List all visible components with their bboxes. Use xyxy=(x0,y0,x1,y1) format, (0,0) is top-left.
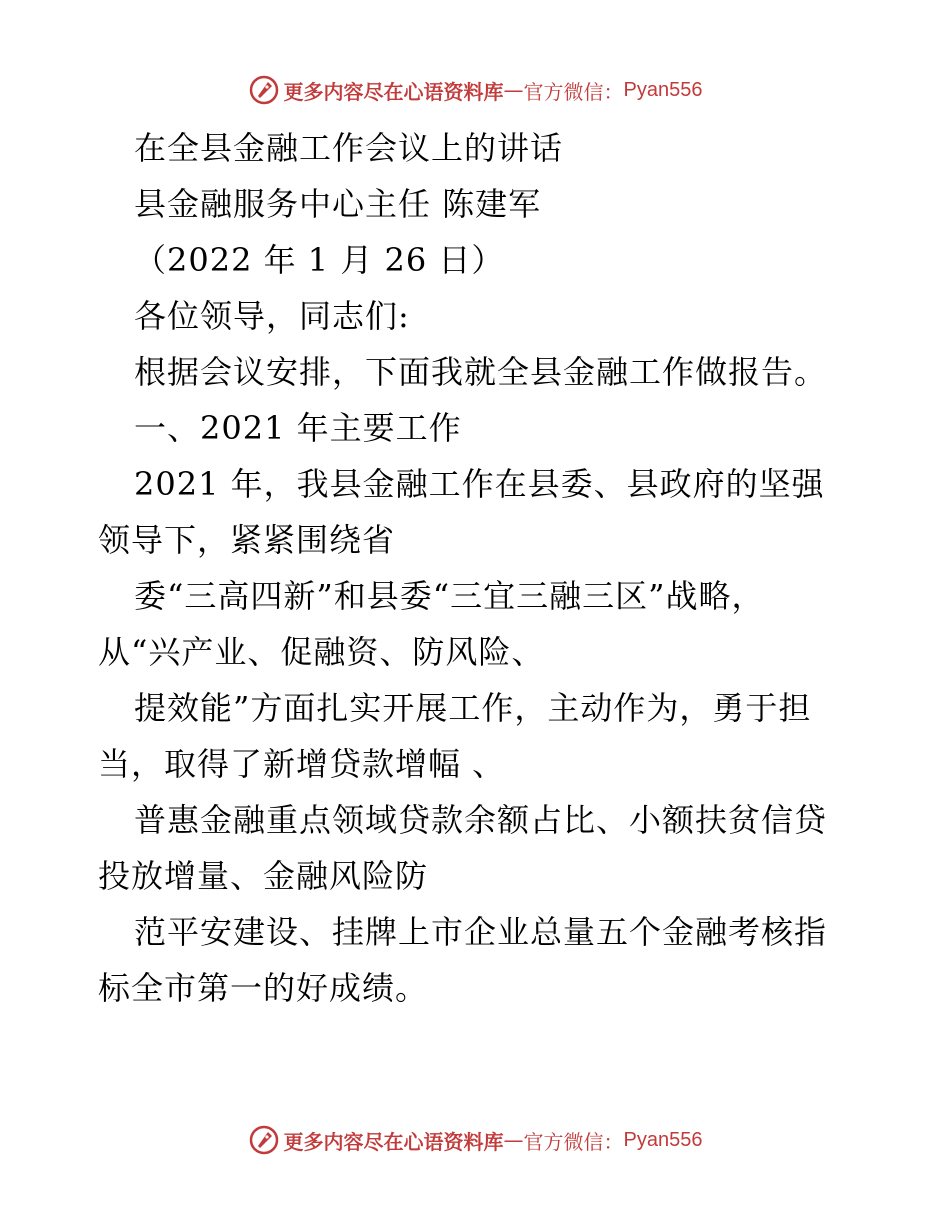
paragraph-line: 范平安建设、挂牌上市企业总量五个金融考核指 xyxy=(134,913,828,951)
pen-nib-circle-icon xyxy=(248,74,280,106)
pen-nib-circle-icon xyxy=(248,1124,280,1156)
watermark-wechat-label: 官方微信： xyxy=(523,79,624,104)
paragraph-line: 当，取得了新增贷款增幅 、 xyxy=(98,745,506,783)
header-watermark xyxy=(0,70,950,110)
watermark-main-text: 更多内容尽在心语资料库 xyxy=(283,79,504,104)
date-line: （2022 年 1 月 26 日） xyxy=(134,241,505,279)
watermark-wechat-id: Pyan556 xyxy=(623,1128,703,1151)
document-body xyxy=(98,120,858,1016)
paragraph-line: 标全市第一的好成绩。 xyxy=(98,969,429,1007)
salutation: 各位领导，同志们: xyxy=(134,297,410,335)
paragraph-line: 根据会议安排，下面我就全县金融工作做报告。 xyxy=(134,353,828,391)
speech-title: 在全县金融工作会议上的讲话 xyxy=(134,129,564,167)
paragraph-line: 领导下，紧紧围绕省 xyxy=(98,521,396,559)
paragraph-line: 提效能”方面扎实开展工作，主动作为，勇于担 xyxy=(134,689,812,727)
paragraph-line: 普惠金融重点领域贷款余额占比、小额扶贫信贷 xyxy=(134,801,828,839)
watermark-wechat-id: Pyan556 xyxy=(623,78,703,101)
section-heading: 一、2021 年主要工作 xyxy=(134,409,462,447)
paragraph-line: 委“三高四新”和县委“三宜三融三区”战略， xyxy=(134,577,765,615)
footer-watermark xyxy=(0,1120,950,1160)
speaker-line: 县金融服务中心主任 陈建军 xyxy=(134,185,542,223)
paragraph-line: 投放增量、金融风险防 xyxy=(98,857,429,895)
paragraph-line: 2021 年，我县金融工作在县委、县政府的坚强 xyxy=(134,465,825,503)
watermark-dash: — xyxy=(503,78,524,102)
watermark-wechat-label: 官方微信： xyxy=(523,1129,624,1154)
watermark-dash: — xyxy=(503,1128,524,1152)
watermark-main-text: 更多内容尽在心语资料库 xyxy=(283,1129,504,1154)
paragraph-line: 从“兴产业、促融资、防风险、 xyxy=(98,633,545,671)
